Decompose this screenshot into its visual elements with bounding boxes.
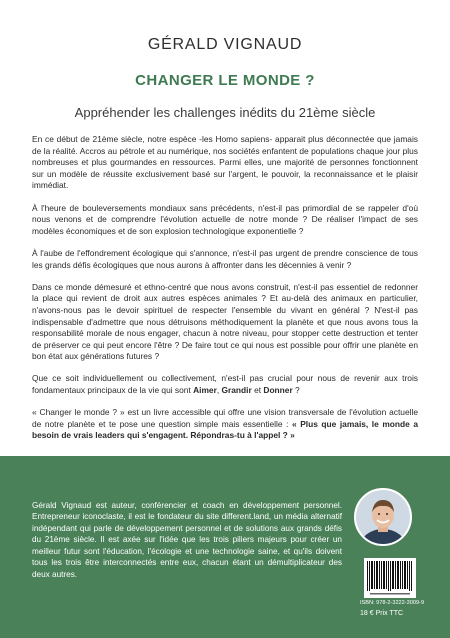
synopsis-paragraph-4: Dans ce monde démesuré et ethno-centré que nous avons construit, n'est-il pas essentiel de redonner la place qui revient de droit aux autres espèces animales ? Et au-delà des animaux en particulier, n'avons-nous pas le devoir spirituel de respecter l'ensemble du vivant en général ? N'est-il pas indispensable d'admettre que nous détruisons méthodiquement la planète et que nous avons tous la responsabilité morale de nous engager, chacun à notre niveau, pour stopper cette destruction et tenter de préserver ce qui peut encore l'être ? De faire tout ce qui nous est possible pour offrir une planète en bon état aux générations futures ? bbox=[32, 281, 418, 362]
paragraph-5-separator-2: et bbox=[251, 385, 264, 396]
keyword-grandir: Grandir bbox=[221, 385, 252, 396]
synopsis-paragraph-2: À l'heure de bouleversements mondiaux sans précédents, n'est-il pas primordial de se rappeler d'où nous venons et de comprendre l'évolution actuelle de notre monde ? De réaliser l'impact de ses modèles économiques et de son explosion technologique exponentielle ? bbox=[32, 202, 418, 236]
author-name: GÉRALD VIGNAUD bbox=[147, 36, 303, 53]
paragraph-5-start: Que ce soit individuellement ou collectivement, n'est-il pas crucial pour nous de revenir aux trois fondamentaux principaux de la vie qui sont bbox=[32, 373, 418, 396]
closing-quote: « Plus que jamais, le monde a besoin de vrais leaders qui s'engagent. Répondras-tu à l'appel ? » bbox=[32, 418, 418, 441]
paragraph-5-end: ? bbox=[292, 385, 300, 396]
isbn-barcode-icon bbox=[364, 558, 416, 598]
synopsis-paragraph-6 bbox=[32, 407, 418, 442]
book-subtitle: Appréhender les challenges inédits du 21ème siècle bbox=[74, 105, 376, 120]
synopsis bbox=[32, 134, 418, 453]
barcode-drawing bbox=[364, 558, 416, 598]
synopsis-paragraph-5 bbox=[32, 373, 418, 396]
keyword-donner: Donner bbox=[263, 385, 293, 396]
isbn-number: ISBN: 978-2-3222-3009-9 bbox=[360, 600, 425, 606]
book-title: CHANGER LE MONDE ? bbox=[135, 72, 315, 89]
author-bio: Gérald Vignaud est auteur, conférencier et coach en développement personnel. Entrepreneur iconoclaste, il est le fondateur du site different.land, un média alternatif indépendant qui parle de développement personnel et de solutions aux grands défis du 21ème siècle. Il est axée sur l'idée que les trois piliers majeurs pour créer un meilleur futur sont l'éducation, l'écologie et une technologie saine, et qu'ils doivent tous les trois être interconnectés entre eux, chacun étant un démultiplicateur des deux autres. bbox=[32, 501, 342, 579]
book-price: 18 € Prix TTC bbox=[360, 610, 404, 617]
paragraph-6-start: « Changer le monde ? » est un livre accessible qui offre une vision transversale de l'évolution actuelle de notre planète et te pose une question simple mais essentielle : bbox=[32, 407, 418, 429]
paragraph-5-separator-1: , bbox=[216, 385, 222, 396]
keyword-aimer: Aimer bbox=[193, 385, 217, 396]
author-portrait-icon bbox=[354, 488, 412, 546]
author-bio-band bbox=[0, 456, 450, 638]
portrait-drawing bbox=[356, 490, 410, 544]
synopsis-paragraph-3: À l'aube de l'effondrement écologique qui s'annonce, n'est-il pas urgent de prendre conscience de tous les grands défis écologiques que nous aurons à affronter dans les décennies à venir ? bbox=[32, 247, 418, 270]
synopsis-paragraph-1: En ce début de 21ème siècle, notre espèce -les Homo sapiens- apparait plus déconnectée que jamais de la réalité. Accros au pétrole et au numérique, nos sociétés enfantent de populations chaque jour plus nombreuses et plus gourmandes en ressources. Parmi elles, une majorité de personnes fonctionnent sur un modèle de réussite exclusivement basé sur l'argent, le pouvoir, la reconnaissance et le plaisir immédiat. bbox=[32, 134, 418, 191]
